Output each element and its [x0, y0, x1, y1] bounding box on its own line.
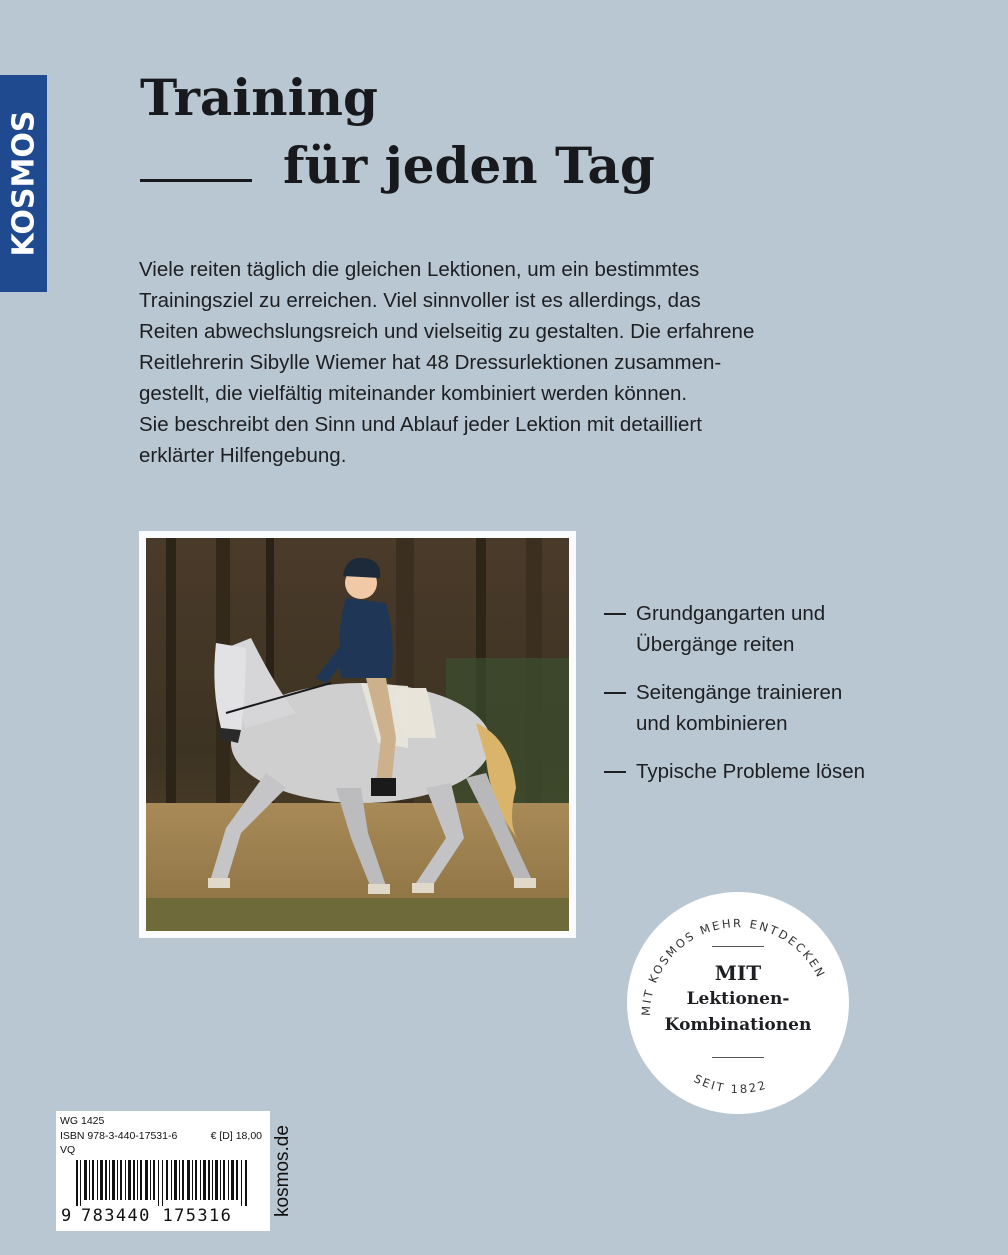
website-url: [270, 1111, 296, 1231]
svg-text:SEIT 1822: [692, 1071, 769, 1096]
feature-line: und kombinieren: [636, 712, 788, 735]
feature-list: [604, 598, 944, 804]
blurb-line: erklärter Hilfengebung.: [139, 444, 347, 467]
seal-arc-top: MIT KOSMOS MEHR ENTDECKEN: [638, 916, 829, 1017]
kosmos-logo-text: KOSMOS: [6, 110, 42, 257]
wg-code: WG 1425: [60, 1115, 105, 1127]
seal-arc-bottom: SEIT 1822: [691, 1071, 770, 1097]
seal-line-3: Kombinationen: [664, 1015, 812, 1035]
dash-bullet-icon: [604, 692, 626, 694]
barcode-bars: [76, 1160, 256, 1206]
barcode-first-digit: 9: [61, 1206, 72, 1226]
blurb-line: Trainingsziel zu erreichen. Viel sinnvoller ist es allerdings, das: [139, 289, 701, 312]
seal-line-2: Lektionen-: [686, 989, 790, 1009]
isbn-text: ISBN 978-3-440-17531-6: [60, 1130, 178, 1142]
kosmos-seal: [627, 892, 849, 1114]
blurb-paragraph: [139, 254, 839, 471]
barcode-digits: 783440 175316: [81, 1206, 233, 1226]
feature-line: Übergänge reiten: [636, 633, 795, 656]
website-url-text: kosmos.de: [272, 1125, 293, 1217]
title-rule: [140, 179, 252, 182]
blurb-line: Sie beschreibt den Sinn und Ablauf jeder Lektion mit detailliert: [139, 413, 702, 436]
vq-code: VQ: [60, 1144, 76, 1156]
feature-item: [604, 598, 944, 660]
feature-item: [604, 677, 944, 739]
dash-bullet-icon: [604, 771, 626, 773]
title-line-2: für jeden Tag: [283, 136, 655, 195]
blurb-line: Reitlehrerin Sibylle Wiemer hat 48 Dressurlektionen zusammen-: [139, 351, 722, 374]
seal-center: [627, 960, 849, 1038]
blurb-line: gestellt, die vielfältig miteinander kombiniert werden können.: [139, 382, 688, 405]
blurb-line: Viele reiten täglich die gleichen Lektionen, um ein bestimmtes: [139, 258, 700, 281]
feature-line: Seitengänge trainieren: [636, 681, 843, 704]
title-line-1: Training: [140, 68, 378, 127]
blurb-line: Reiten abwechslungsreich und vielseitig zu gestalten. Die erfahrene: [139, 320, 755, 343]
horse-rider-photo: [139, 531, 576, 938]
feature-line: Grundgangarten und: [636, 602, 826, 625]
seal-rule: [712, 946, 764, 947]
feature-line: Typische Probleme lösen: [636, 760, 866, 783]
barcode-label: [56, 1111, 270, 1231]
seal-rule: [712, 1057, 764, 1058]
dash-bullet-icon: [604, 613, 626, 615]
horse-rider-illustration: [146, 538, 569, 931]
price-text: € [D] 18,00: [210, 1130, 262, 1142]
kosmos-logo: [0, 75, 47, 292]
seal-line-1: MIT: [714, 961, 762, 985]
feature-item: [604, 756, 944, 787]
